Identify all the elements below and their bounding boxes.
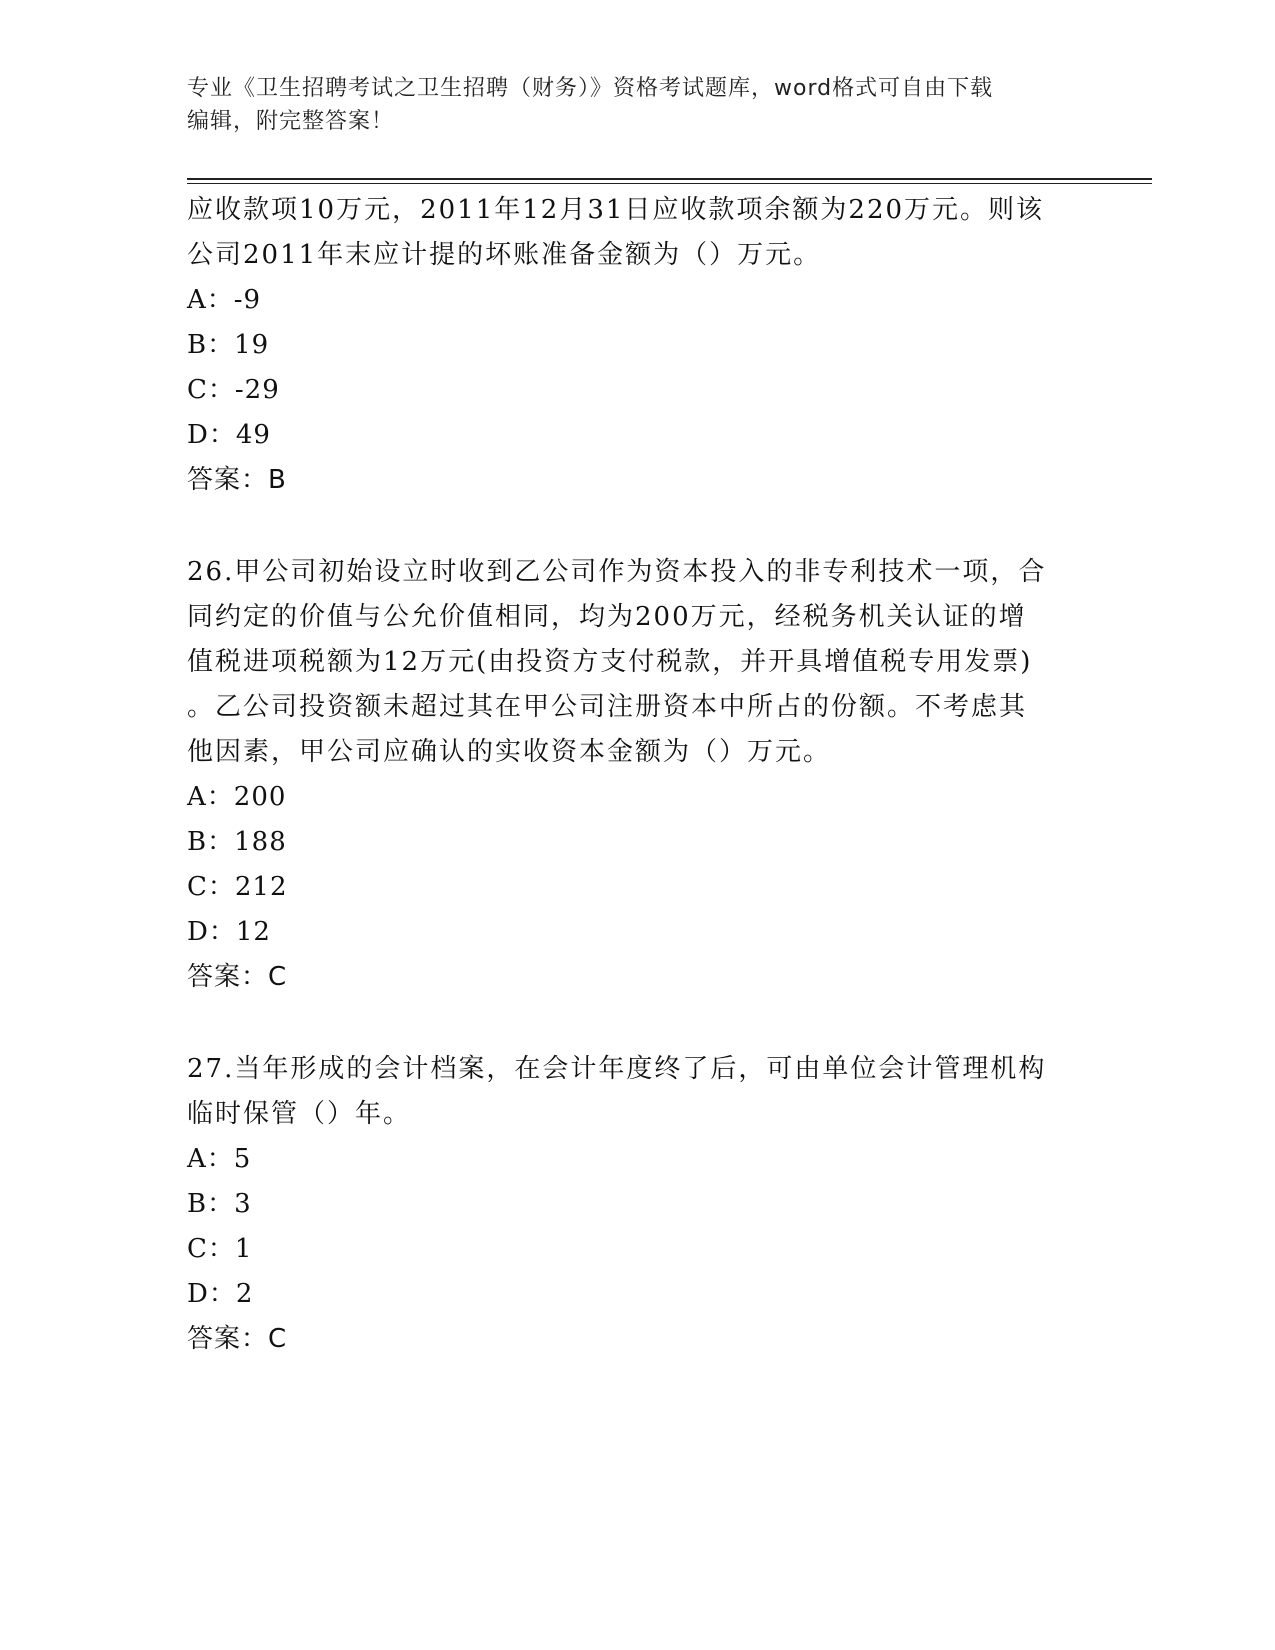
question-text-line: 公司2011年末应计提的坏账准备金额为（）万元。: [187, 240, 822, 270]
header-divider-thin: [187, 183, 1152, 184]
question-text-line: 他因素，甲公司应确认的实收资本金额为（）万元。: [187, 737, 832, 767]
header-divider-thick: [187, 178, 1152, 180]
header-line-2: 编辑，附完整答案！: [187, 109, 395, 134]
option-d: D：12: [187, 917, 271, 947]
option-d: D：49: [187, 420, 271, 450]
question-text-line: 临时保管（）年。: [187, 1099, 412, 1129]
question-text-line: 同约定的价值与公允价值相同，均为200万元，经税务机关认证的增: [187, 602, 1027, 632]
option-c: C：1: [187, 1234, 253, 1264]
question-text-line: 26.甲公司初始设立时收到乙公司作为资本投入的非专利技术一项，合: [187, 557, 1047, 587]
option-b: B：3: [187, 1189, 252, 1219]
option-a: A：200: [187, 782, 287, 812]
option-c: C：-29: [187, 375, 280, 405]
answer-line: 答案：C: [187, 962, 288, 992]
question-25-continued: [187, 188, 1087, 503]
document-header: [187, 72, 1087, 138]
option-d: D：2: [187, 1279, 254, 1309]
header-line-1: 专业《卫生招聘考试之卫生招聘（财务）》资格考试题库，word格式可自由下载: [187, 76, 994, 101]
question-26: [187, 550, 1087, 1000]
question-list: [187, 188, 1087, 1362]
option-b: B：19: [187, 330, 270, 360]
option-c: C：212: [187, 872, 288, 902]
answer-line: 答案：C: [187, 1324, 288, 1354]
question-text-line: 应收款项10万元，2011年12月31日应收款项余额为220万元。则该: [187, 195, 1045, 225]
question-text-line: 27.当年形成的会计档案，在会计年度终了后，可由单位会计管理机构: [187, 1054, 1047, 1084]
question-27: [187, 1047, 1087, 1362]
question-text-line: 。乙公司投资额未超过其在甲公司注册资本中所占的份额。不考虑其: [187, 692, 1028, 722]
answer-line: 答案：B: [187, 465, 287, 495]
question-text-line: 值税进项税额为12万元(由投资方支付税款，并开具增值税专用发票): [187, 647, 1033, 677]
option-a: A：5: [187, 1144, 252, 1174]
option-b: B：188: [187, 827, 287, 857]
option-a: A：-9: [187, 285, 262, 315]
